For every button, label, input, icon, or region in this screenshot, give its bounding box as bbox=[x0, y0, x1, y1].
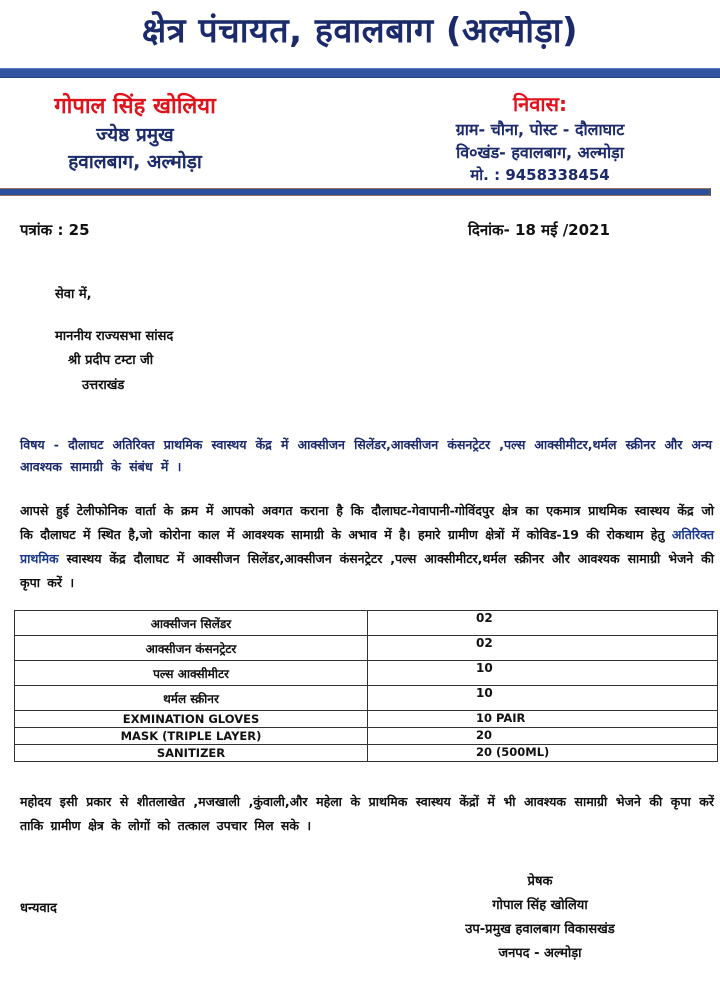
signature-designation: उप-प्रमुख हवालबाग विकासखंड bbox=[465, 922, 615, 937]
item-name: आक्सीजन सिलेंडर bbox=[15, 611, 368, 636]
signature-district: जनपद - अल्मोड़ा bbox=[498, 946, 582, 961]
item-name: पल्स आक्सीमीटर bbox=[15, 661, 368, 686]
body-text-2: स्वास्थय केंद्र दौलाघट में आक्सीजन सिलेंडर,आक्सीजन कंसनट्रेटर ,पल्स आक्सीमीटर,थर्मल स्क्रीनर और आवश्यक सामाग्री भेजने की कृपा करें । bbox=[20, 551, 714, 590]
item-qty: 20 (500ML) bbox=[368, 745, 718, 762]
table-row bbox=[15, 711, 718, 728]
table-row bbox=[15, 636, 718, 661]
body-paragraph bbox=[20, 499, 714, 595]
subject-line: विषय - दौलाघट अतिरिक्त प्राथमिक स्वास्थय केंद्र में आक्सीजन सिलेंडर,आक्सीजन कंसनट्रेटर ,पल्स आक्सीमीटर,थर्मल स्क्रीनर और अन्य आवश्यक सामाग्री के संबंध में । bbox=[20, 437, 712, 474]
header-divider-bottom bbox=[0, 188, 711, 196]
reference-label: पत्रांक bbox=[20, 221, 53, 239]
item-qty: 10 bbox=[368, 686, 718, 711]
item-name: SANITIZER bbox=[15, 745, 368, 762]
residence-block bbox=[420, 90, 660, 186]
table-row bbox=[15, 611, 718, 636]
mobile-label: मो. : bbox=[470, 166, 501, 184]
closing-paragraph: महोदय इसी प्रकार से शीतलाखेत ,मजखाली ,कुंवाली,और महेला के प्राथमिक स्वास्थय केंद्रों में भी आवश्यक सामाग्री भेजने की कृपा करें ताकि ग्रामीण क्षेत्र के लोगों को तत्काल उपचार मिल सके । bbox=[20, 794, 714, 833]
recipient-line-3: उत्तराखंड bbox=[82, 378, 125, 393]
residence-line-1: ग्राम- चौना, पोस्ट - दौलाघाट bbox=[455, 120, 625, 139]
reference-number bbox=[20, 220, 90, 240]
residence-line-2: वि०खंड- हवालबाग, अल्मोड़ा bbox=[456, 143, 624, 162]
item-name: आक्सीजन कंसनट्रेटर bbox=[15, 636, 368, 661]
signature-block bbox=[420, 870, 660, 966]
item-name: EXMINATION GLOVES bbox=[15, 711, 368, 728]
mobile-line bbox=[420, 164, 660, 186]
recipient-line-2: श्री प्रदीप टम्टा जी bbox=[68, 353, 154, 368]
items-table bbox=[14, 610, 718, 762]
header-divider-top bbox=[0, 68, 720, 78]
item-qty: 10 PAIR bbox=[368, 711, 718, 728]
item-qty: 02 bbox=[368, 636, 718, 661]
body-text-1: आपसे हुई टेलीफोनिक वार्ता के क्रम में आपको अवगत कराना है कि दौलाघट-गेवापानी-गोविंदपुर क्षेत्र का एकमात्र प्राथमिक स्वास्थय केंद्र जो कि दौलाघट में स्थित है,जो कोरोना काल में आवश्यक सामाग्री के अभाव में है। हमारे ग्रामीण क्षेत्रों में कोविड-19 की रोकथाम हेतु bbox=[20, 503, 714, 542]
mobile-number: 9458338454 bbox=[505, 166, 610, 184]
date-value: 18 मई /2021 bbox=[515, 221, 610, 239]
item-qty: 02 bbox=[368, 611, 718, 636]
signature-label: प्रेषक bbox=[527, 874, 553, 889]
table-row bbox=[15, 745, 718, 762]
sender-block bbox=[20, 92, 250, 176]
residence-label: निवास: bbox=[512, 92, 568, 116]
item-name: MASK (TRIPLE LAYER) bbox=[15, 728, 368, 745]
signature-name: गोपाल सिंह खोलिया bbox=[492, 898, 588, 913]
letterhead-title: क्षेत्र पंचायत, हवालबाग (अल्मोड़ा) bbox=[141, 11, 579, 51]
letter-date bbox=[468, 220, 610, 240]
reference-value: : 25 bbox=[57, 221, 90, 239]
sender-place: हवालबाग, अल्मोड़ा bbox=[68, 151, 202, 173]
body-highlight: अतिरिक्त प्राथमिक bbox=[20, 527, 714, 566]
table-row bbox=[15, 686, 718, 711]
sender-designation: ज्येष्ठ प्रमुख bbox=[96, 124, 174, 146]
table-row bbox=[15, 728, 718, 745]
salutation: सेवा में, bbox=[55, 287, 92, 302]
item-qty: 20 bbox=[368, 728, 718, 745]
table-row bbox=[15, 661, 718, 686]
thanks-text: धन्यवाद bbox=[20, 901, 57, 916]
recipient-line-1: माननीय राज्यसभा सांसद bbox=[55, 329, 174, 344]
date-label: दिनांक- bbox=[468, 221, 510, 239]
item-qty: 10 bbox=[368, 661, 718, 686]
item-name: थर्मल स्क्रीनर bbox=[15, 686, 368, 711]
sender-name: गोपाल सिंह खोलिया bbox=[54, 94, 216, 119]
